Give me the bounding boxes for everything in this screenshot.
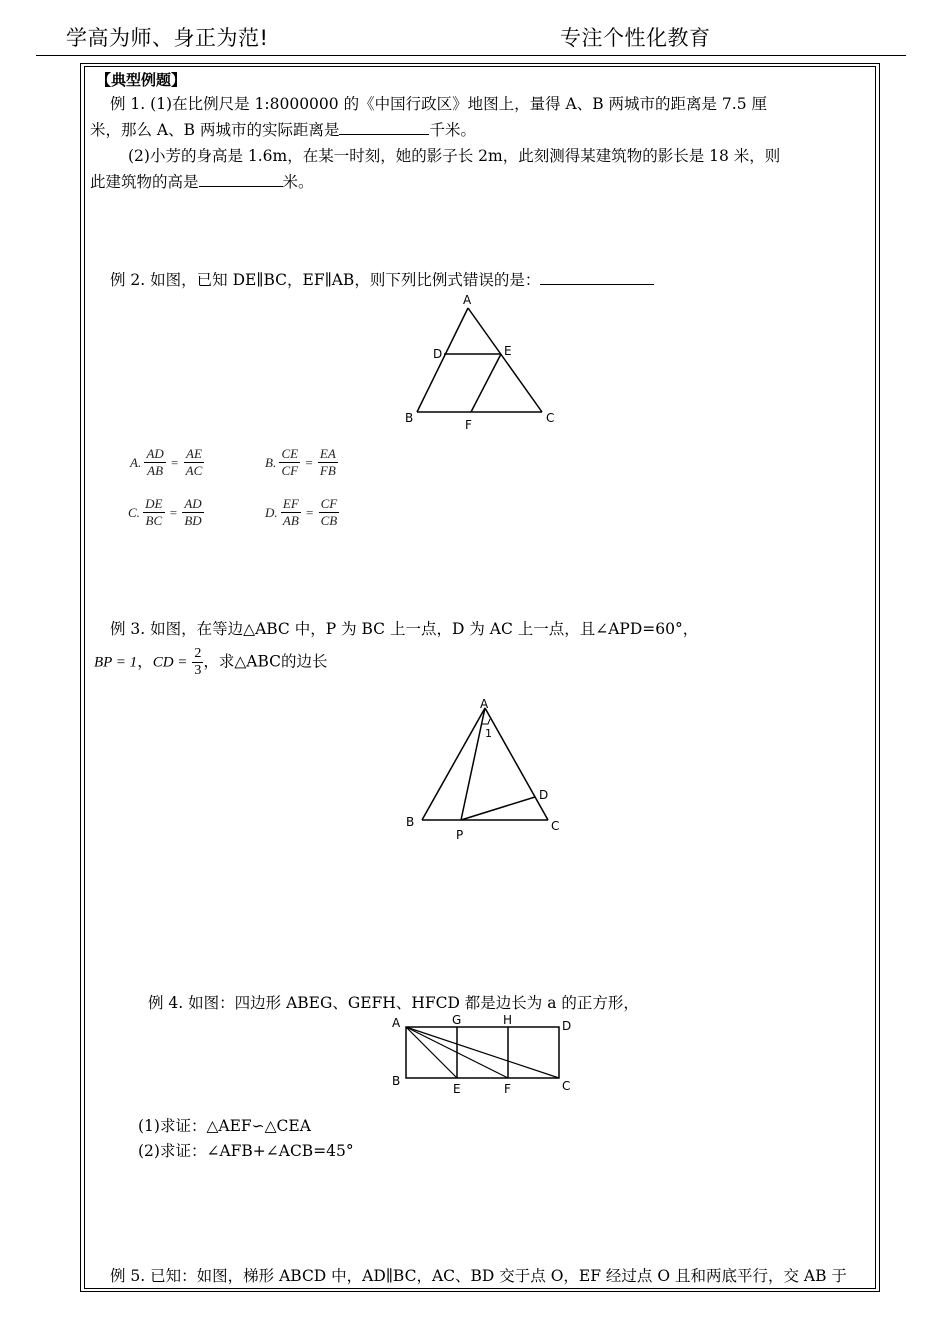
ex2-side-ab	[417, 308, 468, 412]
ex4-label-e: E	[453, 1082, 461, 1096]
ex2-segment-ef	[471, 354, 501, 412]
frac-numerator: 2	[194, 646, 202, 661]
option-label: B.	[265, 454, 277, 470]
header-rule	[36, 55, 906, 56]
frac-numerator: AD	[184, 496, 202, 511]
ex2-label-b: B	[405, 411, 414, 425]
ex2-question-text: 例 2. 如图，已知 DE∥BC，EF∥AB，则下列比例式错误的是：	[110, 271, 541, 289]
ex1-line1: 例 1. (1)在比例尺是 1:8000000 的《中国行政区》地图上，量得 A、B 两城市的距离是 7.5 厘	[110, 95, 768, 113]
frac-denominator: FB	[319, 463, 336, 478]
ex4-label-a: A	[392, 1016, 401, 1030]
frac-denominator: 3	[194, 663, 202, 678]
ex4-part1: (1)求证：△AEF∽△CEA	[138, 1117, 311, 1135]
frac-denominator: BD	[184, 513, 202, 528]
frac-numerator: AE	[184, 446, 205, 463]
ex4-label-d: D	[562, 1019, 572, 1033]
ex2-label-f: F	[465, 418, 472, 432]
ex3-cd-given: CD =	[152, 654, 188, 671]
ex2-label-c: C	[546, 411, 555, 425]
ex2-question	[110, 268, 654, 292]
option-label: D.	[265, 504, 278, 520]
option-label: C.	[128, 504, 140, 520]
equals-sign: =	[171, 454, 179, 470]
ex3-label-b: B	[406, 815, 415, 829]
header-slogan-right: 专注个性化教育	[560, 26, 711, 50]
ex5-question: 例 5. 已知：如图，梯形 ABCD 中，AD∥BC，AC、BD 交于点 O，EF 经过点 O 且和两底平行，交 AB 于	[110, 1267, 847, 1285]
ex1-line2-unit: 千米。	[429, 121, 476, 139]
ex2-option-d[interactable]	[265, 496, 339, 529]
header-slogan-left: 学高为师、身正为范!	[66, 26, 269, 50]
ex2-answer-blank[interactable]	[540, 268, 654, 285]
ex3-comma: ，	[137, 652, 153, 671]
section-title: 【典型例题】	[96, 71, 187, 89]
ex4-label-c: C	[562, 1079, 571, 1093]
ex4-question: 例 4. 如图：四边形 ABEG、GEFH、HFCD 都是边长为 a 的正方形，	[148, 994, 639, 1012]
frac-denominator: CF	[281, 463, 299, 478]
ex1-line4-unit: 米。	[282, 173, 314, 191]
equals-sign: =	[169, 504, 178, 520]
frac-denominator: AB	[282, 513, 299, 528]
page-header	[0, 0, 950, 60]
ex2-label-a: A	[463, 293, 472, 307]
ex3-label-d: D	[539, 788, 549, 802]
ex1-line3: (2)小芳的身高是 1.6m，在某一时刻，她的影子长 2m，此刻测得某建筑物的影长是 18 米，则	[128, 147, 781, 165]
ex3-segment-pd	[461, 797, 535, 820]
ex2-option-c[interactable]	[128, 496, 204, 529]
ex1-line2	[90, 118, 476, 142]
equals-sign: =	[306, 504, 314, 520]
frac-denominator: AB	[147, 463, 164, 478]
ex1-line4	[90, 170, 314, 194]
ex4-label-h: H	[503, 1013, 513, 1027]
ex4-part2: (2)求证：∠AFB+∠ACB=45°	[138, 1142, 354, 1160]
ex1-line4-text: 此建筑物的高是	[90, 173, 199, 191]
ex3-line2	[94, 646, 328, 679]
frac-numerator: CF	[320, 496, 338, 511]
frac-numerator: AD	[146, 446, 164, 461]
frac-denominator: BC	[145, 513, 163, 528]
ex1-answer-blank-1[interactable]	[339, 118, 429, 135]
ex2-label-e: E	[504, 344, 512, 358]
ex4-label-g: G	[452, 1013, 462, 1027]
ex1-answer-blank-2[interactable]	[199, 170, 283, 187]
ex3-bp-given: BP = 1	[94, 654, 138, 671]
ex2-option-b[interactable]	[265, 446, 338, 479]
ex2-triangle-figure	[400, 292, 560, 432]
ex2-label-d: D	[433, 347, 443, 361]
frac-numerator: EF	[282, 496, 299, 511]
ex1-line2-text: 米，那么 A、B 两城市的实际距离是	[90, 121, 340, 139]
ex4-label-b: B	[392, 1074, 401, 1088]
frac-numerator: DE	[145, 496, 163, 511]
ex3-segment-ap	[461, 708, 485, 820]
frac-numerator: CE	[281, 446, 299, 461]
option-label: A.	[130, 454, 142, 470]
ex3-fraction	[192, 646, 203, 679]
ex4-segment-ac	[406, 1027, 559, 1078]
ex3-label-angle-1: 1	[485, 727, 492, 740]
ex4-label-f: F	[504, 1082, 511, 1096]
frac-numerator: EA	[319, 446, 336, 461]
ex4-segment-ae	[406, 1027, 457, 1078]
frac-denominator: CB	[320, 513, 338, 528]
ex3-line1: 例 3. 如图，在等边△ABC 中，P 为 BC 上一点，D 为 AC 上一点，且∠APD=60°，	[110, 620, 699, 638]
ex3-label-p: P	[456, 828, 464, 842]
ex3-ask: ，求△ABC的边长	[203, 652, 328, 671]
ex3-side-ab	[422, 708, 485, 820]
ex3-triangle-figure	[400, 696, 570, 846]
ex2-option-a[interactable]	[130, 446, 204, 479]
ex3-label-a: A	[480, 697, 489, 711]
ex3-label-c: C	[551, 819, 560, 833]
frac-denominator: AC	[185, 463, 203, 478]
ex4-squares-figure	[388, 1013, 578, 1097]
equals-sign: =	[305, 454, 313, 470]
